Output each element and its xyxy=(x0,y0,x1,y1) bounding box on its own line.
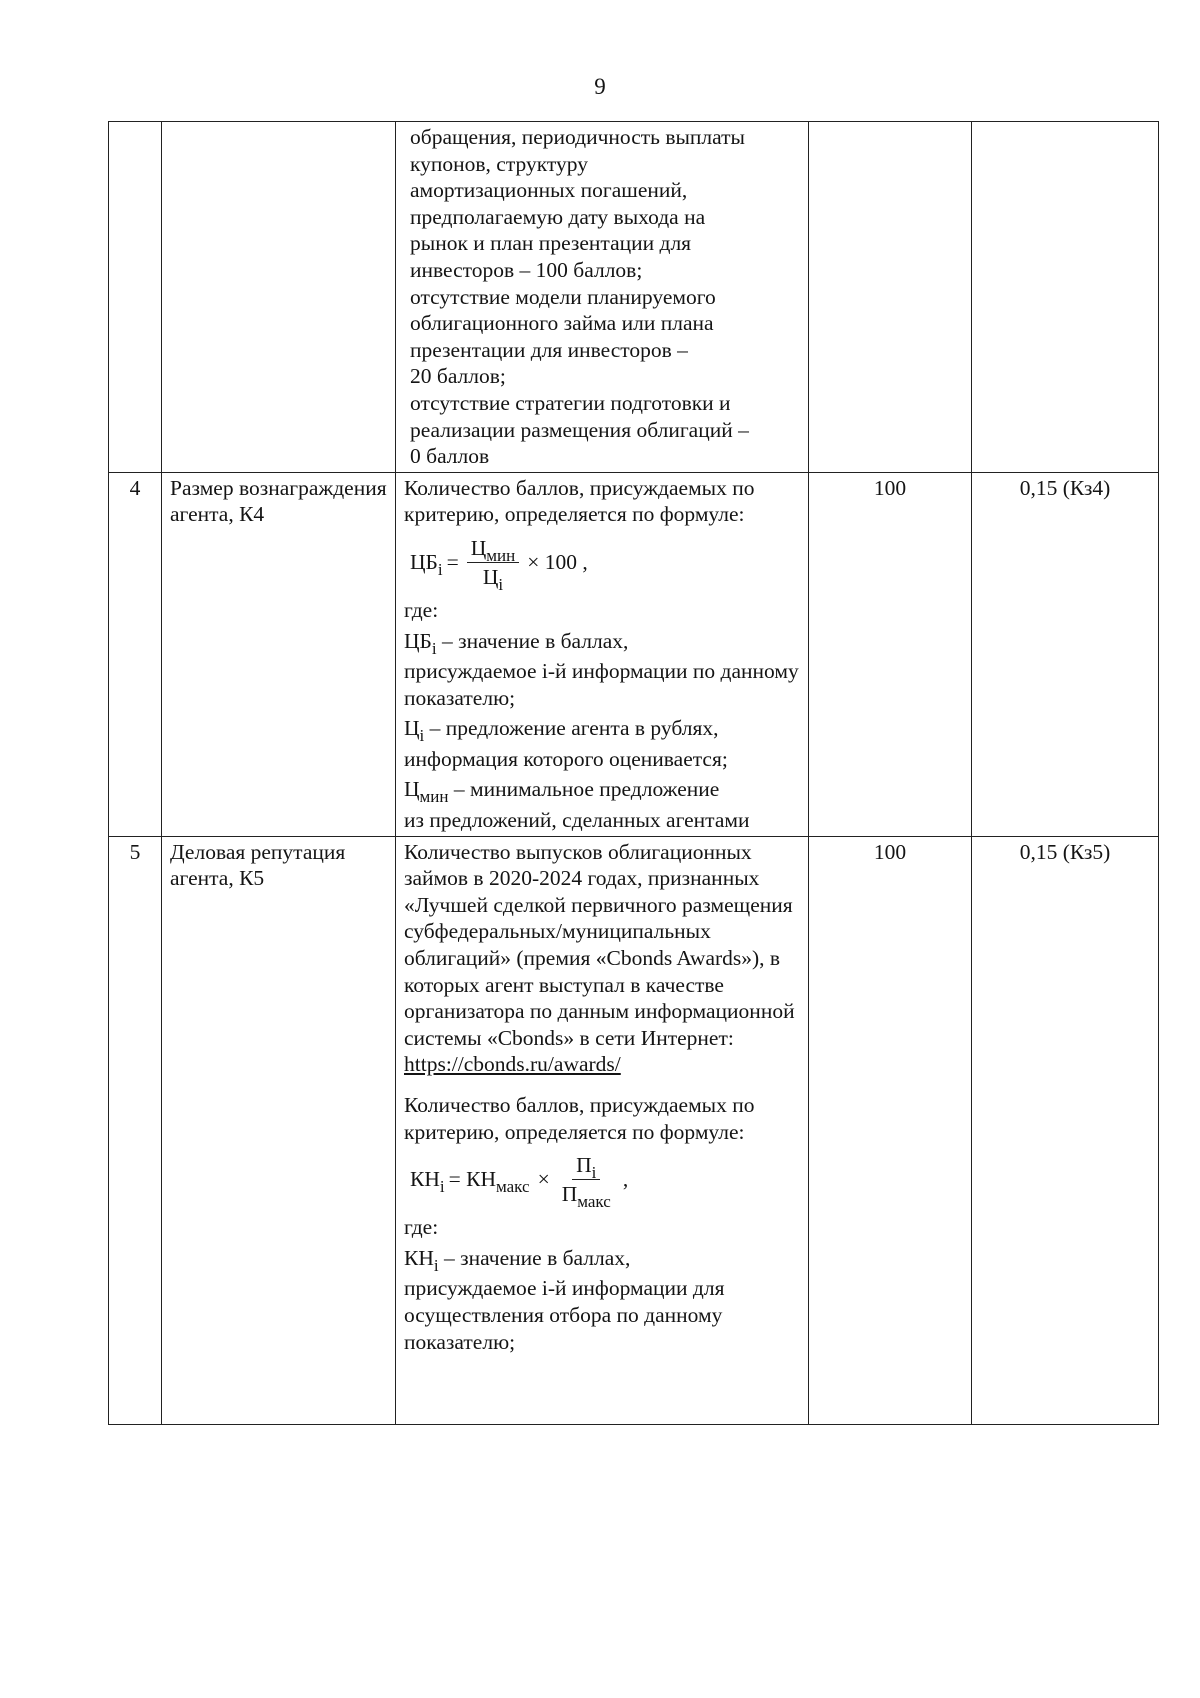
formula-fraction: $\frac{Ц_{мин}}{Ц_i}$ xyxy=(467,536,519,589)
definition-min-offer: $Ц_{мин}$ – минимальное предложение xyxy=(404,777,720,807)
formula-equals: = $КН_{макс}$ xyxy=(448,1167,530,1197)
definition-continuation: присуждаемое i-й информации для осуществления отбора по данному показателю; xyxy=(404,1276,725,1354)
formula-lhs: $КН_i$ xyxy=(410,1167,445,1197)
cell-weight-empty xyxy=(972,122,1159,473)
cell-description xyxy=(396,836,809,1424)
text-line: облигационного займа или плана xyxy=(410,311,714,336)
formula-price-score xyxy=(410,535,800,594)
cell-name-empty xyxy=(162,122,396,473)
text-line: отсутствие модели планируемого xyxy=(410,284,716,309)
text-line: предполагаемую дату выхода на xyxy=(410,204,706,229)
cell-max-score: 100 xyxy=(809,472,972,836)
cell-max-score: 100 xyxy=(809,836,972,1424)
definition-price-score: $ЦБ_i$ – значение в баллах, xyxy=(404,628,629,658)
cell-description xyxy=(396,472,809,836)
definition-continuation: из предложений, сделанных агентами xyxy=(404,808,750,833)
table-row-criterion-5 xyxy=(109,836,1159,1424)
cell-weight: 0,15 (Кз4) xyxy=(972,472,1159,836)
formula-equals: = xyxy=(446,550,459,575)
definition-agent-offer: $Ц_i$ – предложение агента в рублях, xyxy=(404,716,719,746)
text-line: купонов, структуру xyxy=(410,151,588,176)
text-line: 20 баллов; xyxy=(410,364,506,389)
cell-description-continued xyxy=(396,122,809,473)
cell-number: 4 xyxy=(109,472,162,836)
page-number: 9 xyxy=(594,74,606,99)
formula-multiplier: × 100 , xyxy=(527,550,588,575)
cell-number-empty xyxy=(109,122,162,473)
text-line: реализации размещения облигаций – xyxy=(410,417,749,442)
formula-lhs: $ЦБ_i$ xyxy=(410,550,443,580)
cell-weight: 0,15 (Кз5) xyxy=(972,836,1159,1424)
definition-continuation: присуждаемое i-й информации по данному показателю; xyxy=(404,659,799,710)
table-row-continuation xyxy=(109,122,1159,473)
criteria-table xyxy=(108,121,1159,1425)
formula-times: × xyxy=(537,1167,550,1192)
text-line: обращения, периодичность выплаты xyxy=(410,125,745,149)
definition-reputation-score: $КН_i$ – значение в баллах, xyxy=(404,1245,631,1275)
formula-fraction: $\frac{П_i}{П_{макс}}$ xyxy=(561,1153,611,1212)
cell-max-score-empty xyxy=(809,122,972,473)
definition-continuation: информация которого оценивается; xyxy=(404,746,728,771)
formula-reputation-score xyxy=(410,1153,800,1212)
text-line: 0 баллов xyxy=(410,444,490,469)
where-label: где: xyxy=(404,597,439,622)
text-line: амортизационных погашений, xyxy=(410,178,688,203)
formula-tail: , xyxy=(622,1167,629,1192)
cell-number: 5 xyxy=(109,836,162,1424)
where-label: где: xyxy=(404,1215,439,1240)
text-line: презентации для инвесторов – xyxy=(410,337,688,362)
table-row-criterion-4 xyxy=(109,472,1159,836)
cell-criterion-name: Деловая репутация агента, К5 xyxy=(162,836,396,1424)
text-line: отсутствие стратегии подготовки и xyxy=(410,390,731,415)
cbonds-awards-link[interactable]: https://cbonds.ru/awards/ xyxy=(404,1052,621,1077)
formula-intro: Количество баллов, присуждаемых по критерию, определяется по формуле: xyxy=(404,475,755,527)
criterion-description: Количество выпусков облигационных займов в 2020-2024 годах, признанных «Лучшей сделкой первичного размещения субфедеральных/муниципальных облигаций» (премия «Cbonds Awards»), в которых агент выступал в качестве организатора по данным информационной системы «Cbonds» в сети Интернет: xyxy=(404,839,795,1050)
cell-criterion-name: Размер вознаграждения агента, К4 xyxy=(162,472,396,836)
text-line: рынок и план презентации для xyxy=(410,231,692,256)
formula-intro: Количество баллов, присуждаемых по критерию, определяется по формуле: xyxy=(404,1093,755,1144)
text-line: инвесторов – 100 баллов; xyxy=(410,257,643,282)
